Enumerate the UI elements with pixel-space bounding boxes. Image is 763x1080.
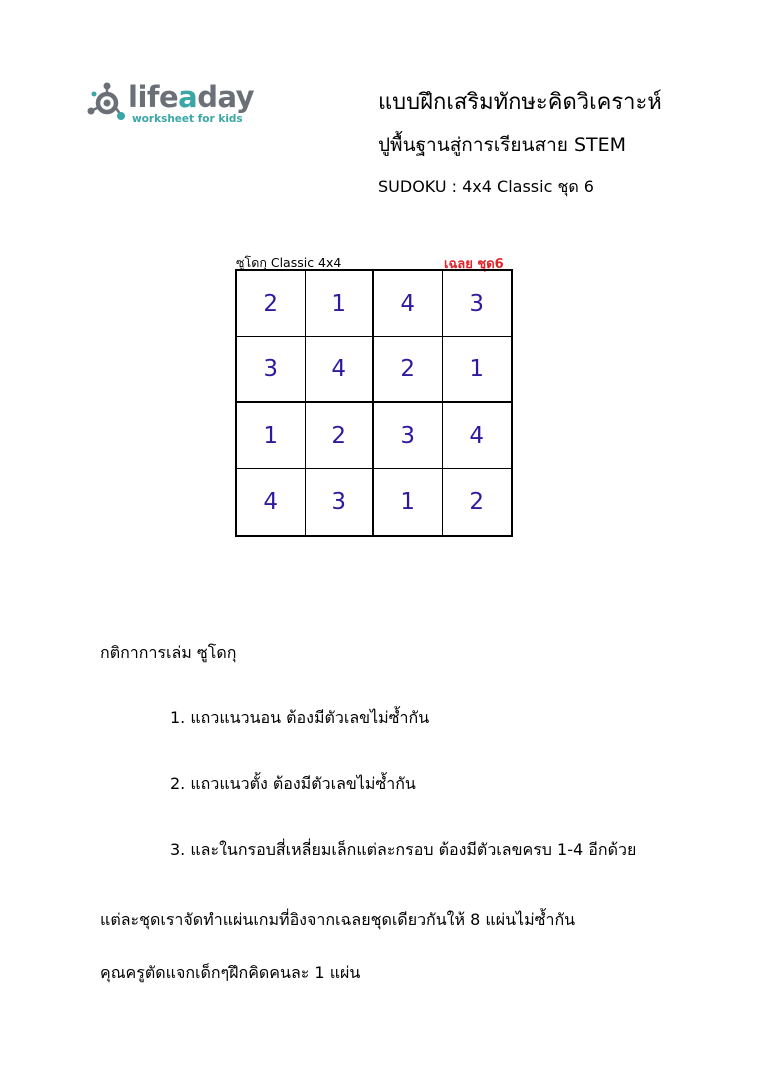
sudoku-cell: 1: [443, 337, 512, 403]
sudoku-cell: 3: [237, 337, 306, 403]
logo-wordmark: lifeaday: [128, 80, 255, 114]
rule-item: 1. แถวแนวนอน ต้องมีตัวเลขไม่ซ้ำกัน: [170, 708, 430, 727]
sudoku-cell: 1: [306, 271, 375, 337]
rule-item: 3. และในกรอบสี่เหลี่ยมเล็กแต่ละกรอบ ต้องมีตัวเลขครบ 1-4 อีกด้วย: [170, 840, 637, 859]
molecule-logo-icon: [86, 82, 128, 124]
rules-title: กติกาการเล่ม ซูโดกุ: [100, 643, 237, 662]
sudoku-cell: 2: [469, 489, 485, 515]
sudoku-cell: 4: [237, 469, 306, 535]
sudoku-cell: 3: [374, 403, 443, 469]
sudoku-grid: [235, 269, 513, 537]
worksheet-set-label: SUDOKU : 4x4 Classic ชุด 6: [378, 177, 594, 196]
sudoku-cell: 1: [374, 469, 443, 535]
worksheet-subtitle: ปูพื้นฐานสู่การเรียนสาย STEM: [378, 134, 627, 156]
logo-tagline: worksheet for kids: [132, 113, 243, 125]
rule-item: 2. แถวแนวตั้ง ต้องมีตัวเลขไม่ซ้ำกัน: [170, 774, 416, 793]
sudoku-cell: 4: [306, 337, 375, 403]
sudoku-cell: 2: [306, 403, 375, 469]
sudoku-cell: 2: [374, 337, 443, 403]
sudoku-cell: 3: [443, 271, 512, 337]
worksheet-title: แบบฝึกเสริมทักษะคิดวิเคราะห์: [378, 90, 662, 115]
sudoku-cell: 2: [237, 271, 306, 337]
grid-caption: ซูโดกุ Classic 4x4: [236, 255, 342, 270]
sudoku-cell: 4: [443, 403, 512, 469]
sudoku-cell: 4: [374, 271, 443, 337]
usage-note: คุณครูตัดแจกเด็กๆฝึกคิดคนละ 1 แผ่น: [100, 963, 361, 982]
sudoku-cell: 1: [237, 403, 306, 469]
usage-note: แต่ละชุดเราจัดทำแผ่นเกมที่อิงจากเฉลยชุดเดียวกันให้ 8 แผ่นไม่ซ้ำกัน: [100, 910, 576, 929]
lifeaday-logo: [86, 80, 256, 128]
answer-key-label: เฉลย ชุด6: [444, 257, 504, 272]
sudoku-cell: 3: [306, 469, 375, 535]
